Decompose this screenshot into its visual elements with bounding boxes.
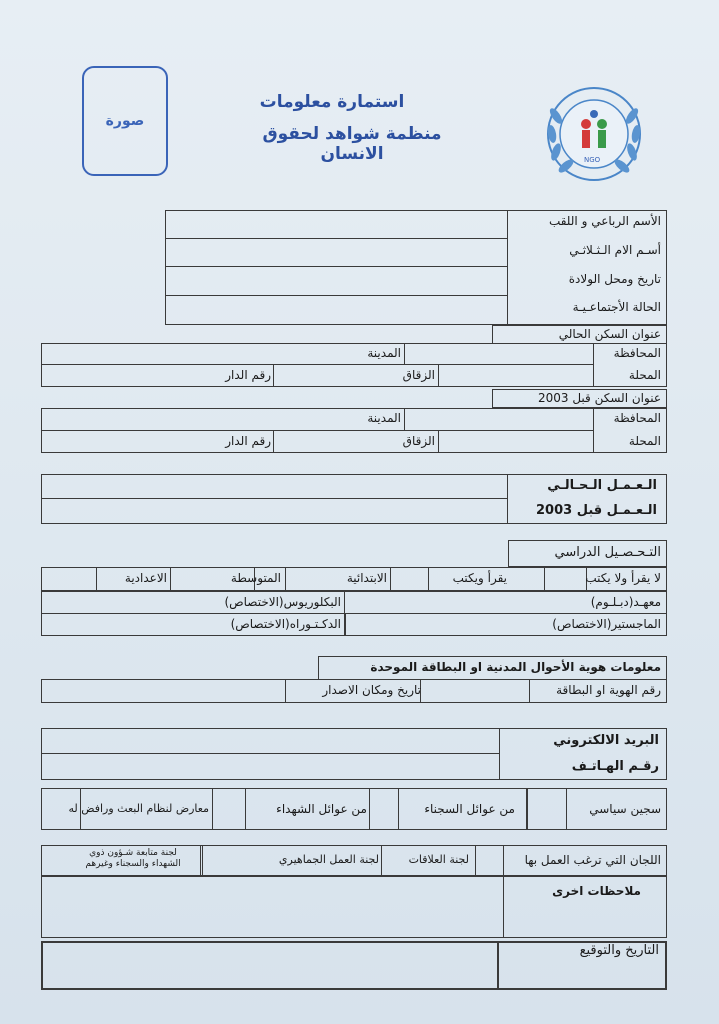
institute-label: معهـد(دبـلـوم) [590,595,661,609]
master-label: الماجستير(الاختصاص) [552,617,661,631]
edu-level-label-3: الابتدائية [346,571,387,585]
current-house-label: رقم الدار [225,368,271,382]
birth-field[interactable] [165,266,508,296]
signature-field[interactable] [41,941,499,990]
old-house-label: رقم الدار [225,434,271,448]
identity-number-label: رقم الهوية او البطاقة [556,683,661,697]
email-field[interactable] [41,728,500,754]
full-name-field[interactable] [165,210,508,239]
full-name-label: الأسم الرباعي و اللقب [548,214,661,228]
education-title: التـحـصـيل الدراسي [554,545,661,560]
old-city-cell [41,408,405,431]
photo-label: صورة [105,113,145,129]
relations-label: لجنة العلاقات [408,853,469,866]
prisoner-family-checkbox[interactable] [369,788,399,830]
marital-label: الحالة الأجتماعـيـة [572,300,661,314]
photo-box[interactable] [82,66,168,176]
public-committee-label: لجنة العمل الجماهيري [278,853,379,866]
logo-text: NGO [584,156,601,164]
old-work-label: الـعـمـل قبل 2003 [536,503,657,518]
edu-level-label-4: المتوسطة [230,571,281,585]
old-governorate-label: المحافظة [613,411,661,425]
bachelor-label: البكلوريوس(الاختصاص) [224,595,341,609]
current-district-label: المحلة [628,368,661,382]
edu-level-label-1: لا يقرأ ولا يكتب [585,571,661,585]
phone-field[interactable] [41,753,500,780]
notes-field[interactable] [41,876,504,938]
old-district-label: المحلة [628,434,661,448]
doctorate-label: الدكـتـوراه(الاختصاص) [230,617,341,631]
edu-level-label-5: الاعدادية [124,571,167,585]
identity-number-field[interactable] [420,679,530,703]
old-city-label: المدينة [367,411,401,425]
form-title: استمارة معلومات [259,92,405,112]
identity-issue-field[interactable] [41,679,286,703]
birth-label: تاريخ ومحل الولادة [568,272,661,286]
relations-checkbox[interactable] [475,845,504,876]
prisoner-family-label: من عوائل السجناء [424,802,515,816]
notes-label: ملاحظات اخرى [552,884,641,898]
current-governorate-label: المحافظة [613,346,661,360]
current-work-label: الـعـمـل الـحـالـي [547,478,657,493]
old-alley-label: الزقاق [402,434,435,448]
prisoner-label: سجين سياسي [589,802,661,816]
old-work-field[interactable] [41,498,508,524]
old-address-title: عنوان السكن قبل 2003 [537,391,661,405]
edu-level-label-2: يقرأ ويكتب [452,571,507,585]
identity-issue-label: تاريخ ومكان الاصدار [322,683,421,697]
prisoner-checkbox[interactable] [527,788,567,830]
current-city-cell [41,343,405,365]
current-alley-label: الزقاق [402,368,435,382]
organization-logo-icon [536,78,652,190]
current-work-field[interactable] [41,474,508,499]
org-name: منظمة شواهد لحقوق الانسان [262,124,442,164]
martyr-family-checkbox[interactable] [212,788,246,830]
mother-name-field[interactable] [165,238,508,267]
current-city-label: المدينة [367,346,401,360]
email-label: البريد الالكتروني [553,733,659,748]
followup-committee-label: لجنة متابعة شـؤون ذوي الشهداء والسجناء وغيرهم [85,848,181,869]
opponent-label: معارض لنظام البعث ورافض له [68,802,209,815]
martyr-family-label: من عوائل الشهداء [276,802,367,816]
current-address-title: عنوان السكن الحالي [558,327,661,341]
identity-title: معلومات هوية الأحوال المدنية او البطاقة الموحدة [370,660,661,674]
mother-name-label: أسـم الام الـثـلاثـي [569,243,661,257]
edu-level-5[interactable] [41,567,97,591]
signature-label: التاريخ والتوقيع [579,943,659,958]
committees-title: اللجان التي ترغب العمل بها [524,853,661,867]
marital-field[interactable] [165,295,508,325]
phone-label: رقـم الهـاتـف [571,759,659,774]
